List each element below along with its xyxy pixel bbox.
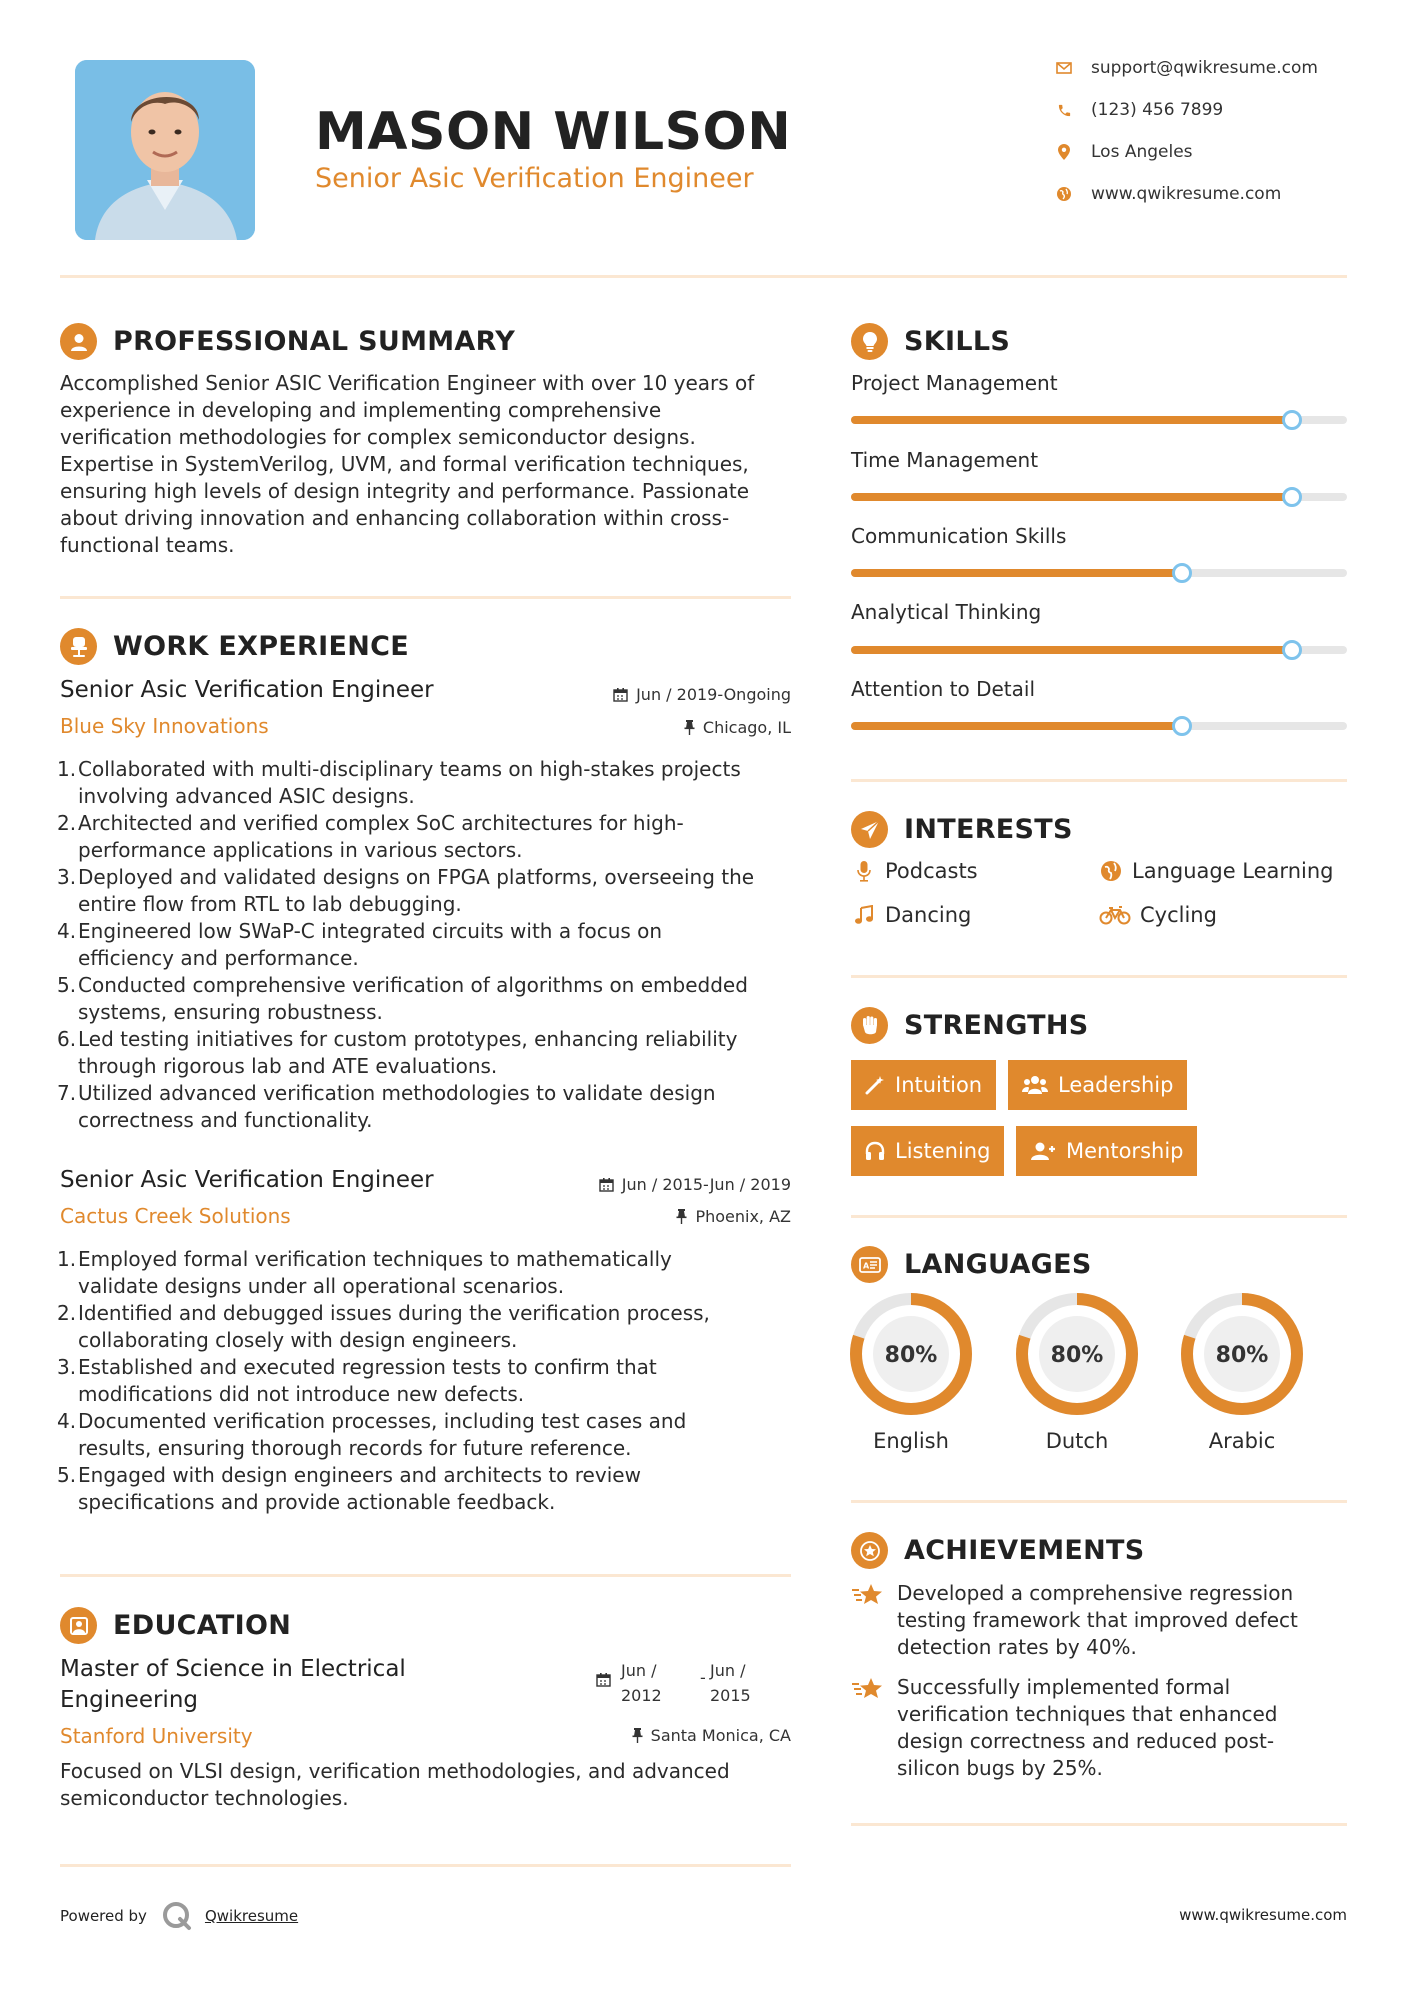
interests-heading xyxy=(851,811,1073,848)
achievements-heading-text: ACHIEVEMENTS xyxy=(904,1535,1145,1566)
list-item: 1. Employed formal verification techniques to mathematically validate designs under all operational scenarios. xyxy=(57,1247,672,1298)
bicycle-icon xyxy=(1098,905,1132,925)
profile-photo xyxy=(75,60,255,240)
interest-item xyxy=(851,903,971,927)
school: Stanford University xyxy=(60,1724,253,1748)
headphones-icon xyxy=(865,1141,885,1161)
interest-item xyxy=(851,859,978,883)
education-heading xyxy=(60,1607,291,1644)
map-pin-icon xyxy=(1055,143,1073,161)
skill-bar xyxy=(851,646,1347,654)
job-2-title: Senior Asic Verification Engineer xyxy=(60,1167,434,1193)
languages-heading-text: LANGUAGES xyxy=(904,1249,1092,1280)
skill-label: Attention to Detail xyxy=(851,677,1036,701)
interests-divider xyxy=(851,975,1347,978)
education-end-year: 2015 xyxy=(710,1686,751,1705)
skill-bar-knob xyxy=(1172,563,1192,583)
header-divider xyxy=(60,275,1347,278)
chair-icon xyxy=(60,628,97,665)
summary-heading-text: PROFESSIONAL SUMMARY xyxy=(113,326,516,357)
users-icon xyxy=(1022,1075,1048,1095)
job-1-dates xyxy=(613,685,791,704)
list-item: 4. Engineered low SWaP-C integrated circuits with a focus on efficiency and performance. xyxy=(57,919,663,970)
interest-label: Podcasts xyxy=(885,859,978,883)
skill-label: Communication Skills xyxy=(851,524,1067,548)
calendar-icon xyxy=(599,1177,614,1192)
language-ring xyxy=(1180,1292,1304,1416)
experience-divider xyxy=(60,1574,791,1577)
skills-heading xyxy=(851,323,1010,360)
interest-label: Dancing xyxy=(885,903,972,927)
summary-line: Expertise in SystemVerilog, UVM, and formal verification techniques, xyxy=(60,452,749,476)
list-item: 7. Utilized advanced verification methodologies to validate design correctness and functionality. xyxy=(57,1081,716,1132)
skill-bar-fill xyxy=(851,416,1292,424)
list-item: 6. Led testing initiatives for custom prototypes, enhancing reliability through rigorous lab and ATE evaluations. xyxy=(57,1027,738,1078)
job-1-responsibilities xyxy=(57,756,800,1134)
contact-website-text: www.qwikresume.com xyxy=(1091,184,1282,204)
skill-label: Analytical Thinking xyxy=(851,600,1042,624)
achievement-line: verification techniques that enhanced xyxy=(897,1702,1278,1726)
skill-label: Time Management xyxy=(851,448,1039,472)
job-2-location xyxy=(676,1207,791,1226)
skill-bar xyxy=(851,569,1347,577)
list-item: 3. Deployed and validated designs on FPGA platforms, overseeing the entire flow from RTL to lab debugging. xyxy=(57,865,755,916)
interest-label: Language Learning xyxy=(1132,859,1334,883)
job-2-responsibilities xyxy=(57,1246,800,1516)
list-item: 2. Architected and verified complex SoC architectures for high- performance applications in various sectors. xyxy=(57,811,684,862)
languages-heading xyxy=(851,1246,1092,1283)
education-description xyxy=(60,1758,800,1812)
interests-heading-text: INTERESTS xyxy=(904,814,1073,845)
summary-divider xyxy=(60,596,791,599)
user-plus-icon xyxy=(1030,1141,1056,1161)
education-heading-text: EDUCATION xyxy=(113,1610,292,1641)
profile-photo-illustration xyxy=(75,60,255,240)
language-label: Dutch xyxy=(1045,1429,1109,1453)
job-1-location xyxy=(684,718,791,737)
skills-heading-text: SKILLS xyxy=(904,326,1011,357)
job-1-dates-text: Jun / 2019-Ongoing xyxy=(636,685,791,704)
pushpin-icon xyxy=(684,720,695,735)
candidate-title: Senior Asic Verification Engineer xyxy=(315,163,754,194)
education-description-line: semiconductor technologies. xyxy=(60,1786,349,1810)
language-percent: 80% xyxy=(1215,1343,1269,1368)
summary-line: about driving innovation and enhancing collaboration within cross- xyxy=(60,506,730,530)
contact-email[interactable] xyxy=(1055,58,1318,78)
footer-powered-by xyxy=(60,1900,298,1932)
contact-phone-text: (123) 456 7899 xyxy=(1091,100,1224,120)
skill-bar-fill xyxy=(851,569,1182,577)
degree-line: Engineering xyxy=(60,1687,198,1713)
microphone-icon xyxy=(851,860,877,882)
graduate-icon xyxy=(60,1607,97,1644)
strengths-heading xyxy=(851,1007,1089,1044)
strengths-heading-text: STRENGTHS xyxy=(904,1010,1089,1041)
strength-label: Leadership xyxy=(1058,1073,1174,1097)
summary-heading xyxy=(60,323,515,360)
strength-chip xyxy=(1008,1060,1187,1110)
job-2-dates-text: Jun / 2015-Jun / 2019 xyxy=(621,1175,791,1194)
achievements-heading xyxy=(851,1532,1145,1569)
education-date-dash: - xyxy=(700,1668,706,1687)
interest-item xyxy=(1098,859,1333,883)
skill-bar xyxy=(851,416,1347,424)
skill-label: Project Management xyxy=(851,371,1058,395)
strength-chip xyxy=(851,1126,1004,1176)
paper-plane-icon xyxy=(851,811,888,848)
contact-website[interactable] xyxy=(1055,184,1281,204)
languages-divider xyxy=(851,1500,1347,1503)
skill-bar-knob xyxy=(1282,640,1302,660)
qwikresume-link[interactable]: Qwikresume xyxy=(204,1907,299,1925)
id-card-icon xyxy=(851,1246,888,1283)
user-icon xyxy=(60,323,97,360)
job-1-company: Blue Sky Innovations xyxy=(60,714,269,738)
language-percent: 80% xyxy=(884,1343,938,1368)
summary-line: ensuring high levels of design integrity and performance. Passionate xyxy=(60,479,750,503)
music-icon xyxy=(851,905,877,925)
skills-divider xyxy=(851,779,1347,782)
strength-label: Mentorship xyxy=(1066,1139,1184,1163)
achievement-line: testing framework that improved defect xyxy=(897,1608,1298,1632)
calendar-icon xyxy=(596,1672,611,1687)
achievement-line: Developed a comprehensive regression xyxy=(897,1581,1294,1605)
list-item: 1. Collaborated with multi-disciplinary teams on high-stakes projects involving advanced ASIC designs. xyxy=(57,757,741,808)
strength-label: Intuition xyxy=(895,1073,983,1097)
degree-line: Master of Science in Electrical xyxy=(60,1656,406,1682)
job-1-title: Senior Asic Verification Engineer xyxy=(60,677,434,703)
star-icon xyxy=(851,1580,887,1661)
list-item: 4. Documented verification processes, including test cases and results, ensuring thorough records for future reference. xyxy=(57,1409,687,1460)
experience-heading-text: WORK EXPERIENCE xyxy=(113,631,409,662)
achievement-item xyxy=(851,1674,1347,1782)
education-divider xyxy=(60,1864,791,1867)
footer-website[interactable]: www.qwikresume.com xyxy=(1179,1906,1347,1924)
calendar-icon xyxy=(613,687,628,702)
strength-label: Listening xyxy=(895,1139,991,1163)
job-1-location-text: Chicago, IL xyxy=(702,718,791,737)
job-2-company: Cactus Creek Solutions xyxy=(60,1204,291,1228)
list-item: 5. Conducted comprehensive verification of algorithms on embedded systems, ensuring robustness. xyxy=(57,973,748,1024)
achievement-line: silicon bugs by 25%. xyxy=(897,1756,1103,1780)
achievement-text xyxy=(897,1580,1298,1661)
language-ring xyxy=(849,1292,973,1416)
achievement-line: design correctness and reduced post- xyxy=(897,1729,1275,1753)
education-description-line: Focused on VLSI design, verification methodologies, and advanced xyxy=(60,1759,730,1783)
envelope-icon xyxy=(1055,59,1073,77)
achievements-divider xyxy=(851,1823,1347,1826)
summary-line: Accomplished Senior ASIC Verification Engineer with over 10 years of xyxy=(60,371,755,395)
strength-chip xyxy=(851,1060,996,1110)
job-2-location-text: Phoenix, AZ xyxy=(695,1207,791,1226)
pushpin-icon xyxy=(676,1209,687,1224)
education-location xyxy=(632,1726,791,1745)
summary-line: functional teams. xyxy=(60,533,235,557)
achievement-line: Successfully implemented formal xyxy=(897,1675,1231,1699)
achievement-item xyxy=(851,1580,1347,1661)
skill-bar xyxy=(851,722,1347,730)
fist-icon xyxy=(851,1007,888,1044)
contact-location-text: Los Angeles xyxy=(1091,142,1193,162)
magic-wand-icon xyxy=(865,1075,885,1095)
skill-bar-knob xyxy=(1172,716,1192,736)
skill-bar-fill xyxy=(851,493,1292,501)
interest-label: Cycling xyxy=(1140,903,1217,927)
skill-bar-knob xyxy=(1282,410,1302,430)
strengths-divider xyxy=(851,1215,1347,1218)
education-end-month: Jun / xyxy=(710,1661,746,1680)
list-item: 3. Established and executed regression tests to confirm that modifications did not introduce new defects. xyxy=(57,1355,657,1406)
contact-phone[interactable] xyxy=(1055,100,1223,120)
experience-heading xyxy=(60,628,409,665)
language-label: English xyxy=(873,1429,949,1453)
lightbulb-icon xyxy=(851,323,888,360)
education-start xyxy=(621,1658,662,1708)
candidate-name: MASON WILSON xyxy=(315,102,792,162)
education-end xyxy=(710,1658,751,1708)
skill-bar-knob xyxy=(1282,487,1302,507)
globe-icon xyxy=(1055,185,1073,203)
powered-by-text: Powered by xyxy=(60,1907,147,1925)
summary-text xyxy=(60,370,800,559)
svg-text:A: A xyxy=(862,1261,869,1270)
skill-bar xyxy=(851,493,1347,501)
list-item: 5. Engaged with design engineers and architects to review specifications and provide actionable feedback. xyxy=(57,1463,641,1514)
star-icon xyxy=(851,1674,887,1782)
interest-item xyxy=(1098,903,1217,927)
achievement-text xyxy=(897,1674,1278,1782)
skill-bar-fill xyxy=(851,646,1292,654)
contact-email-text: support@qwikresume.com xyxy=(1091,58,1318,78)
skill-bar-fill xyxy=(851,722,1182,730)
phone-icon xyxy=(1055,101,1073,119)
degree xyxy=(60,1654,406,1716)
list-item: 2. Identified and debugged issues during the verification process, collaborating closely with design engineers. xyxy=(57,1301,710,1352)
education-start-year: 2012 xyxy=(621,1686,662,1705)
summary-line: verification methodologies for complex semiconductor designs. xyxy=(60,425,696,449)
achievement-line: detection rates by 40%. xyxy=(897,1635,1137,1659)
star-badge-icon xyxy=(851,1532,888,1569)
globe-icon xyxy=(1098,860,1124,882)
education-location-text: Santa Monica, CA xyxy=(650,1726,791,1745)
education-start-month: Jun / xyxy=(621,1661,657,1680)
contact-location xyxy=(1055,142,1193,162)
language-label: Arabic xyxy=(1208,1429,1276,1453)
language-ring xyxy=(1015,1292,1139,1416)
summary-line: experience in developing and implementing comprehensive xyxy=(60,398,662,422)
pushpin-icon xyxy=(632,1728,643,1743)
language-percent: 80% xyxy=(1050,1343,1104,1368)
job-2-dates xyxy=(599,1175,791,1194)
strength-chip xyxy=(1016,1126,1197,1176)
qwikresume-logo-icon xyxy=(161,1900,193,1932)
